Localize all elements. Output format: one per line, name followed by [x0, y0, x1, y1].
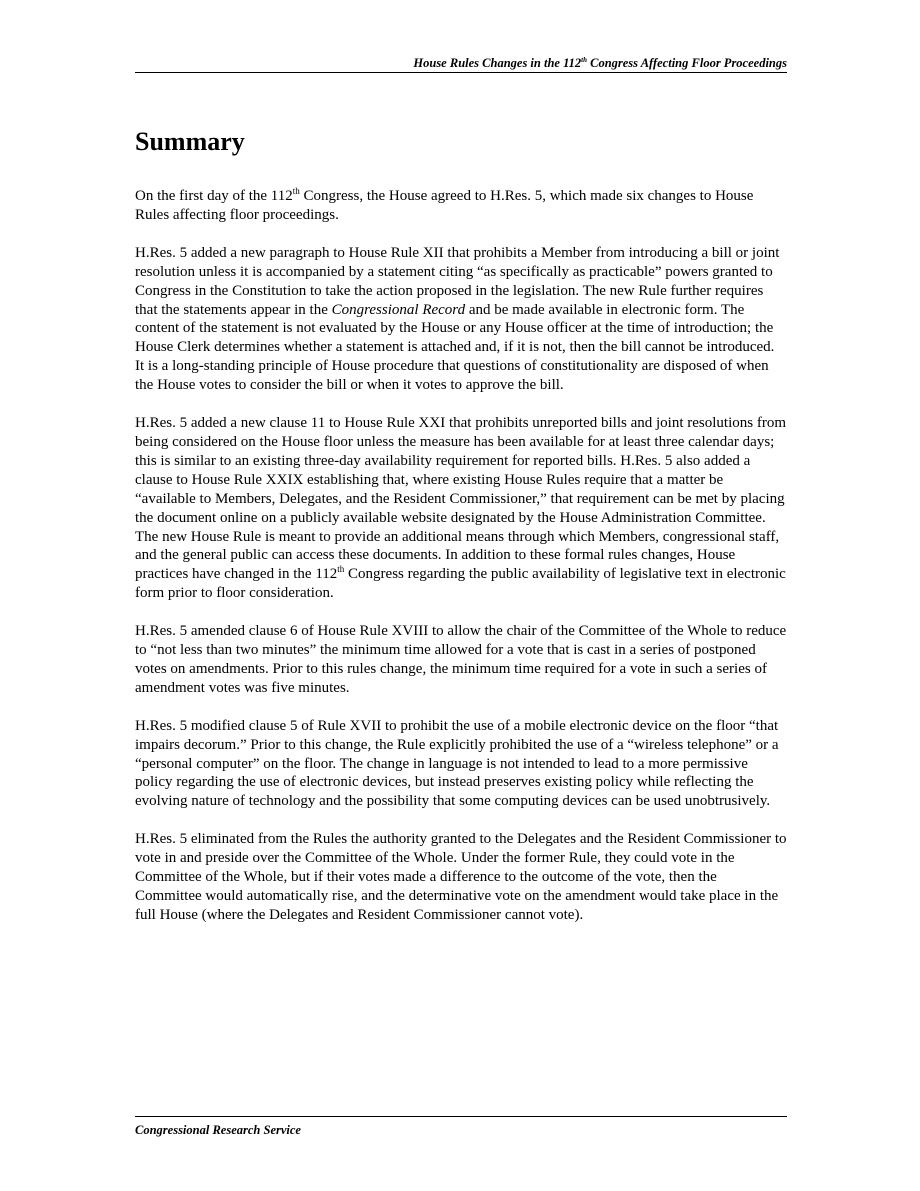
main-content	[135, 124, 787, 944]
paragraph-3-text-a: H.Res. 5 added a new clause 11 to House Rule XXI that prohibits unreported bills and joint resolutions from being considered on the House floor unless the measure has been available for at least three calendar days; this is similar to an existing three-day availability requirement for reported bills. H.Res. 5 also added a clause to House Rule XXIX establishing that, where existing House Rules require that a matter be “available to Members, Delegates, and the Resident Commissioner,” that requirement can be met by placing the document online on a publicly available website designated by the House Administration Committee. The new House Rule is meant to provide an additional means through which Members, congressional staff, and the general public can access these documents. In addition to these formal rules changes, House practices have changed in the 112	[135, 415, 786, 583]
paragraph-2	[135, 244, 787, 395]
paragraph-5: H.Res. 5 modified clause 5 of Rule XVII to prohibit the use of a mobile electronic device on the floor “that impairs decorum.” Prior to this change, the Rule explicitly prohibited the use of a “wireless telephone” or a “personal computer” on the floor. The change in language is not intended to lead to a more permissive policy regarding the use of electronic devices, but instead preserves existing policy while reflecting the evolving nature of technology and the possibility that some computing devices can be used unobtrusively.	[135, 717, 779, 810]
page-footer	[135, 1116, 787, 1139]
paragraph-2-text-b: and be made available in electronic form. The content of the statement is not evaluated by the House or any House officer at the time of introduction; the House Clerk determines whether a statement is attached and, if it is not, then the bill cannot be introduced. It is a long-standing principle of House procedure that questions of constitutionality are disposed of when the House votes to consider the bill or when it votes to approve the bill.	[135, 301, 775, 394]
paragraph-4: H.Res. 5 amended clause 6 of House Rule XVIII to allow the chair of the Committee of the Whole to reduce to “not less than two minutes” the minimum time allowed for a vote that is cast in a series of postponed votes on amendments. Prior to this rules change, the minimum time required for a vote in such a series of amendment votes was five minutes.	[135, 623, 787, 696]
paragraph-6: H.Res. 5 eliminated from the Rules the authority granted to the Delegates and the Resident Commissioner to vote in and preside over the Committee of the Whole. Under the former Rule, they could vote in the Committee of the Whole, but if their votes made a difference to the outcome of the vote, then the Committee would automatically rise, and the determinative vote on the amendment would take place in the full House (where the Delegates and Resident Commissioner cannot vote).	[135, 831, 787, 923]
paragraph-3-text-b: Congress regarding the public availability of legislative text in electronic form prior to floor consideration.	[135, 566, 786, 602]
paragraph-1-text-a: On the first day of the 112	[135, 188, 293, 204]
section-heading: Summary	[135, 127, 245, 156]
page-header	[135, 54, 787, 73]
paragraph-2-italic: Congressional Record	[331, 301, 466, 318]
header-title-part1: House Rules Changes in the 112	[413, 56, 582, 70]
header-title-part2: Congress Affecting Floor Proceedings	[586, 56, 787, 70]
paragraph-3	[135, 414, 787, 603]
paragraph-1-text-b: Congress, the House agreed to H.Res. 5, which made six changes to House Rules affecting floor proceedings.	[135, 188, 754, 223]
paragraph-1	[135, 187, 787, 225]
paragraph-2-text-a: H.Res. 5 added a new paragraph to House Rule XII that prohibits a Member from introducing a bill or joint resolution unless it is accompanied by a statement citing “as specifically as practicable” powers granted to Congress in the Constitution to take the action proposed in the legislation. The new Rule further requires that the statements appear in the	[135, 244, 780, 318]
paragraph-1-sup: th	[292, 186, 300, 196]
footer-text: Congressional Research Service	[135, 1123, 301, 1137]
header-title-sup: th	[581, 55, 587, 64]
paragraph-3-sup: th	[337, 564, 345, 575]
